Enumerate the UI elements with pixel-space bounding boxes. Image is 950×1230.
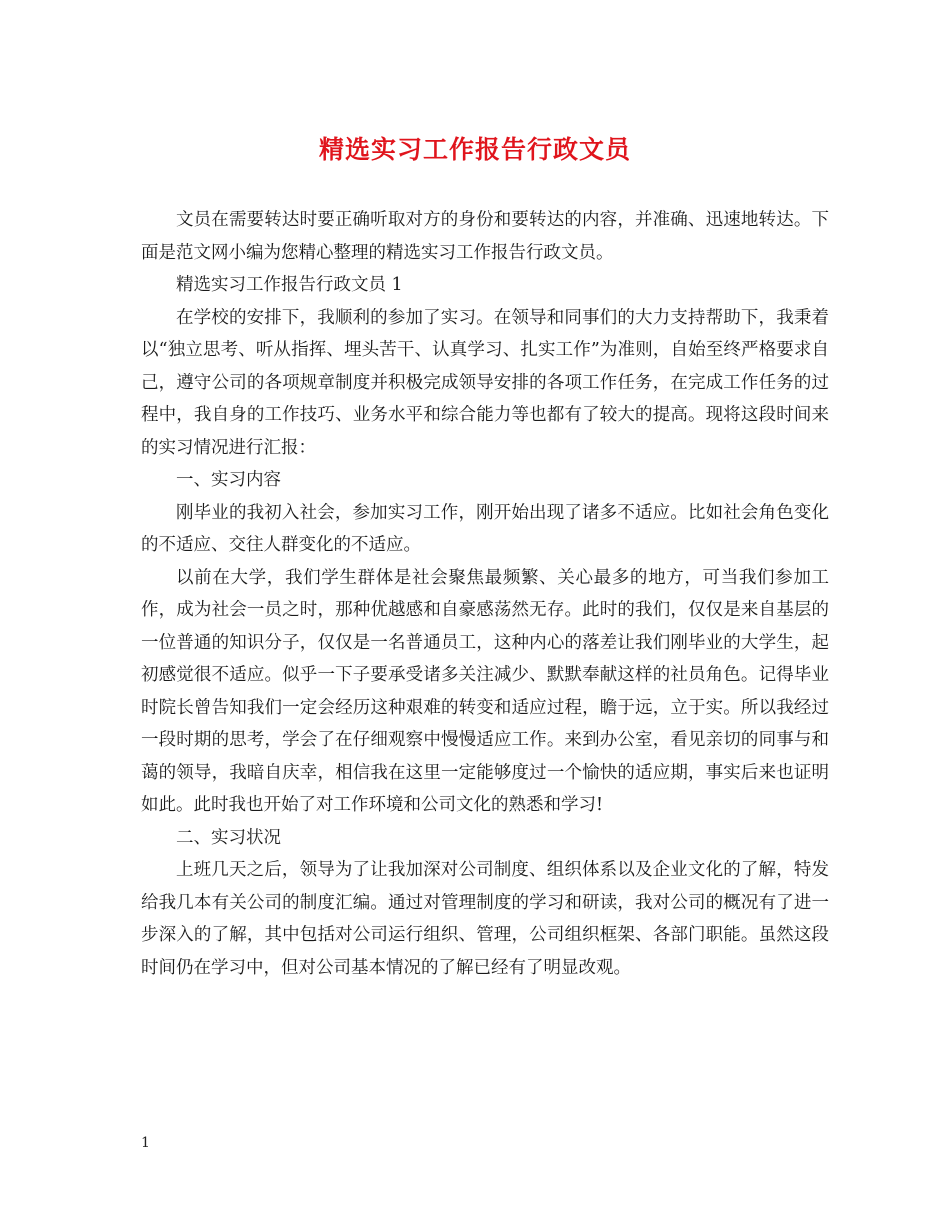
section-heading-report-1: 精选实习工作报告行政文员 1 xyxy=(176,275,403,295)
section-heading-internship-status: 二、实习状况 xyxy=(176,827,281,848)
body-paragraph: 上班几天之后，领导为了让我加深对公司制度、组织体系以及企业文化的了解，特发给我几本有关公司的制度汇编。通过对管理制度的学习和研读，我对公司的概况有了进一步深入的了解，其中包括对公司运行组织、管理，公司组织框架、各部门职能。虽然这段时间仍在学习中，但对公司基本情况的了解已经有了明显改观。 xyxy=(141,860,829,978)
body-paragraph: 以前在大学，我们学生群体是社会聚焦最频繁、关心最多的地方，可当我们参加工作，成为社会一员之时，那种优越感和自豪感荡然无存。此时的我们，仅仅是来自基层的一位普通的知识分子，仅仅是一名普通员工，这种内心的落差让我们刚毕业的大学生，起初感觉很不适应。似乎一下子要承受诸多关注减少、默默奉献这样的社员角色。记得毕业时院长曾告知我们一定会经历这种艰难的转变和适应过程，瞻于远，立于实。所以我经过一段时期的思考，学会了在仔细观察中慢慢适应工作。来到办公室，看见亲切的同事与和蔼的领导，我暗自庆幸，相信我在这里一定能够度过一个愉快的适应期，事实后来也证明如此。此时我也开始了对工作环境和公司文化的熟悉和学习! xyxy=(141,567,829,815)
body-paragraph: 刚毕业的我初入社会，参加实习工作，刚开始出现了诸多不适应。比如社会角色变化的不适应、交往人群变化的不适应。 xyxy=(141,502,829,555)
section-heading-internship-content: 一、实习内容 xyxy=(176,470,281,490)
intro-paragraph: 文员在需要转达时要正确听取对方的身份和要转达的内容，并准确、迅速地转达。下面是范文网小编为您精心整理的精选实习工作报告行政文员。 xyxy=(141,210,829,263)
body-paragraph: 在学校的安排下，我顺利的参加了实习。在领导和同事们的大力支持帮助下，我秉着以“独立思考、听从指挥、埋头苦干、认真学习、扎实工作”为准则，自始至终严格要求自己，遵守公司的各项规章制度并积极完成领导安排的各项工作任务，在完成工作任务的过程中，我自身的工作技巧、业务水平和综合能力等也都有了较大的提高。现将这段时间来的实习情况进行汇报： xyxy=(141,307,829,458)
document-title: 精选实习工作报告行政文员 xyxy=(318,135,631,164)
document-body xyxy=(141,204,829,984)
page-number: 1 xyxy=(141,1135,150,1151)
